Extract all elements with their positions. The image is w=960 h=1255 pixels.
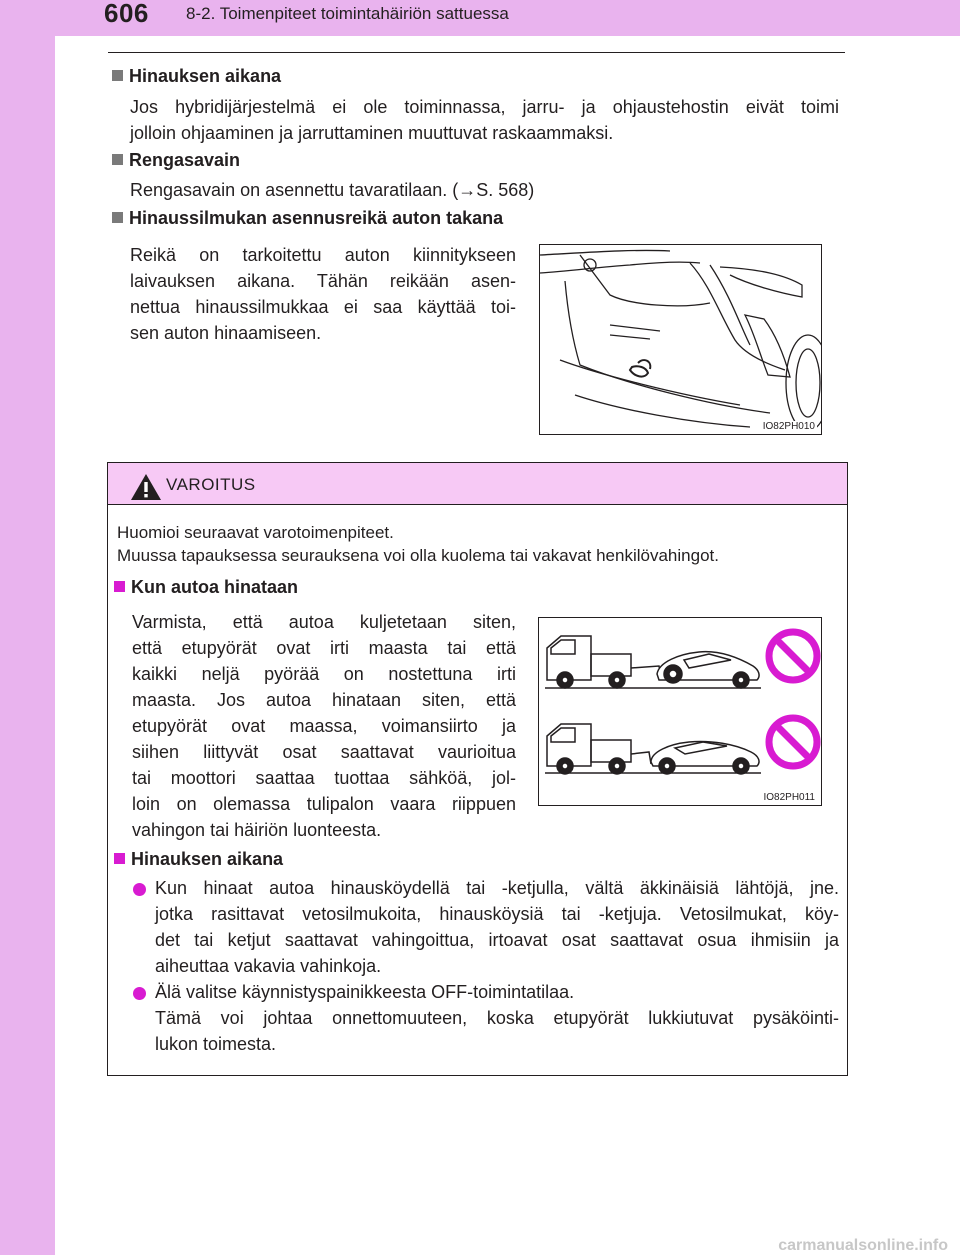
page-number: 606 — [104, 0, 149, 28]
warning-bullet-2: Älä valitse käynnistyspainikkeesta OFF-toimintatilaa. Tämä voi johtaa onnettomuuteen, koska etupyörät lukkiutuvat pysäköinti- lukon toimesta. — [155, 982, 839, 1054]
prohibition-icon — [769, 632, 817, 680]
gray-square-icon — [112, 212, 123, 223]
watermark-credit: carmanualsonline.info — [778, 1237, 948, 1254]
warning-box — [107, 462, 848, 1076]
warning-intro: Huomioi seuraavat varotoimenpiteet. Muussa tapauksessa seurauksena voi olla kuolema tai vakavat henkilövahingot. — [117, 523, 719, 565]
bullet-dot-icon — [133, 883, 146, 896]
car-rear-drawing — [540, 245, 821, 434]
chapter-title: 8-2. Toimenpiteet toimintahäiriön sattuessa — [186, 4, 509, 23]
side-color-bar — [0, 0, 55, 1255]
warning-subheading-towed: Kun autoa hinataan — [114, 577, 298, 598]
section-heading-towing: Hinauksen aikana — [112, 66, 281, 87]
section-heading-eyelet: Hinaussilmukan asennusreikä auton takana — [112, 208, 503, 229]
towing-text: Jos hybridijärjestelmä ei ole toiminnassa, jarru- ja ohjaustehostin eivät toimi jolloin ohjaaminen ja jarruttaminen muuttuvat raskaammaksi. — [130, 97, 839, 143]
warning-towed-text: Varmista, että autoa kuljetetaan siten, että etupyörät ovat irti maasta tai että kaikki neljä pyörää on nostettuna irti maasta. Jos autoa hinataan siten, että etupyörät ovat maassa, voimansiirto ja siihen liittyvät osat saattavat vaurioitua tai moottori saattaa tuottaa sähköä, jol- loin on olemassa tulipalon vaara riippuen vahingon tai häiriön luonteesta. — [132, 612, 516, 840]
prohibition-icon — [769, 718, 817, 766]
tow-truck-illustration — [538, 617, 822, 806]
figure-code: IO82PH011 — [763, 792, 815, 803]
gray-square-icon — [112, 154, 123, 165]
eyelet-text: Reikä on tarkoitettu auton kiinnitykseen laivauksen aikana. Tähän reikään asen- nettua hinaussilmukkaa ei saa käyttää toi- sen auton hinaamiseen. — [130, 245, 516, 343]
wrench-text: Rengasavain on asennettu tavaratilaan. (→S. 568) — [130, 180, 535, 200]
car-rear-illustration — [539, 244, 822, 435]
gray-square-icon — [112, 70, 123, 81]
figure-code: IO82PH010 — [762, 421, 815, 432]
warning-bullet-1: Kun hinaat autoa hinausköydellä tai -ketjulla, vältä äkkinäisiä lähtöjä, jne. jotka rasittavat vetosilmukoita, hinausköysiä tai -ketjuja. Vetosilmukat, köy- det tai ketjut saattavat vahingoittua, irtoavat osat saattavat osua ihmisiin ja aiheuttaa vakavia vahinkoja. — [155, 878, 839, 976]
warning-subheading-during: Hinauksen aikana — [114, 849, 283, 870]
bullet-dot-icon — [133, 987, 146, 1000]
section-heading-wrench: Rengasavain — [112, 150, 240, 171]
pink-square-icon — [114, 853, 125, 864]
warning-title: VAROITUS — [166, 475, 256, 494]
pink-square-icon — [114, 581, 125, 592]
tow-truck-drawing — [539, 618, 821, 805]
header-rule — [108, 52, 845, 53]
warning-triangle-icon — [130, 473, 162, 501]
warning-header — [108, 463, 847, 505]
